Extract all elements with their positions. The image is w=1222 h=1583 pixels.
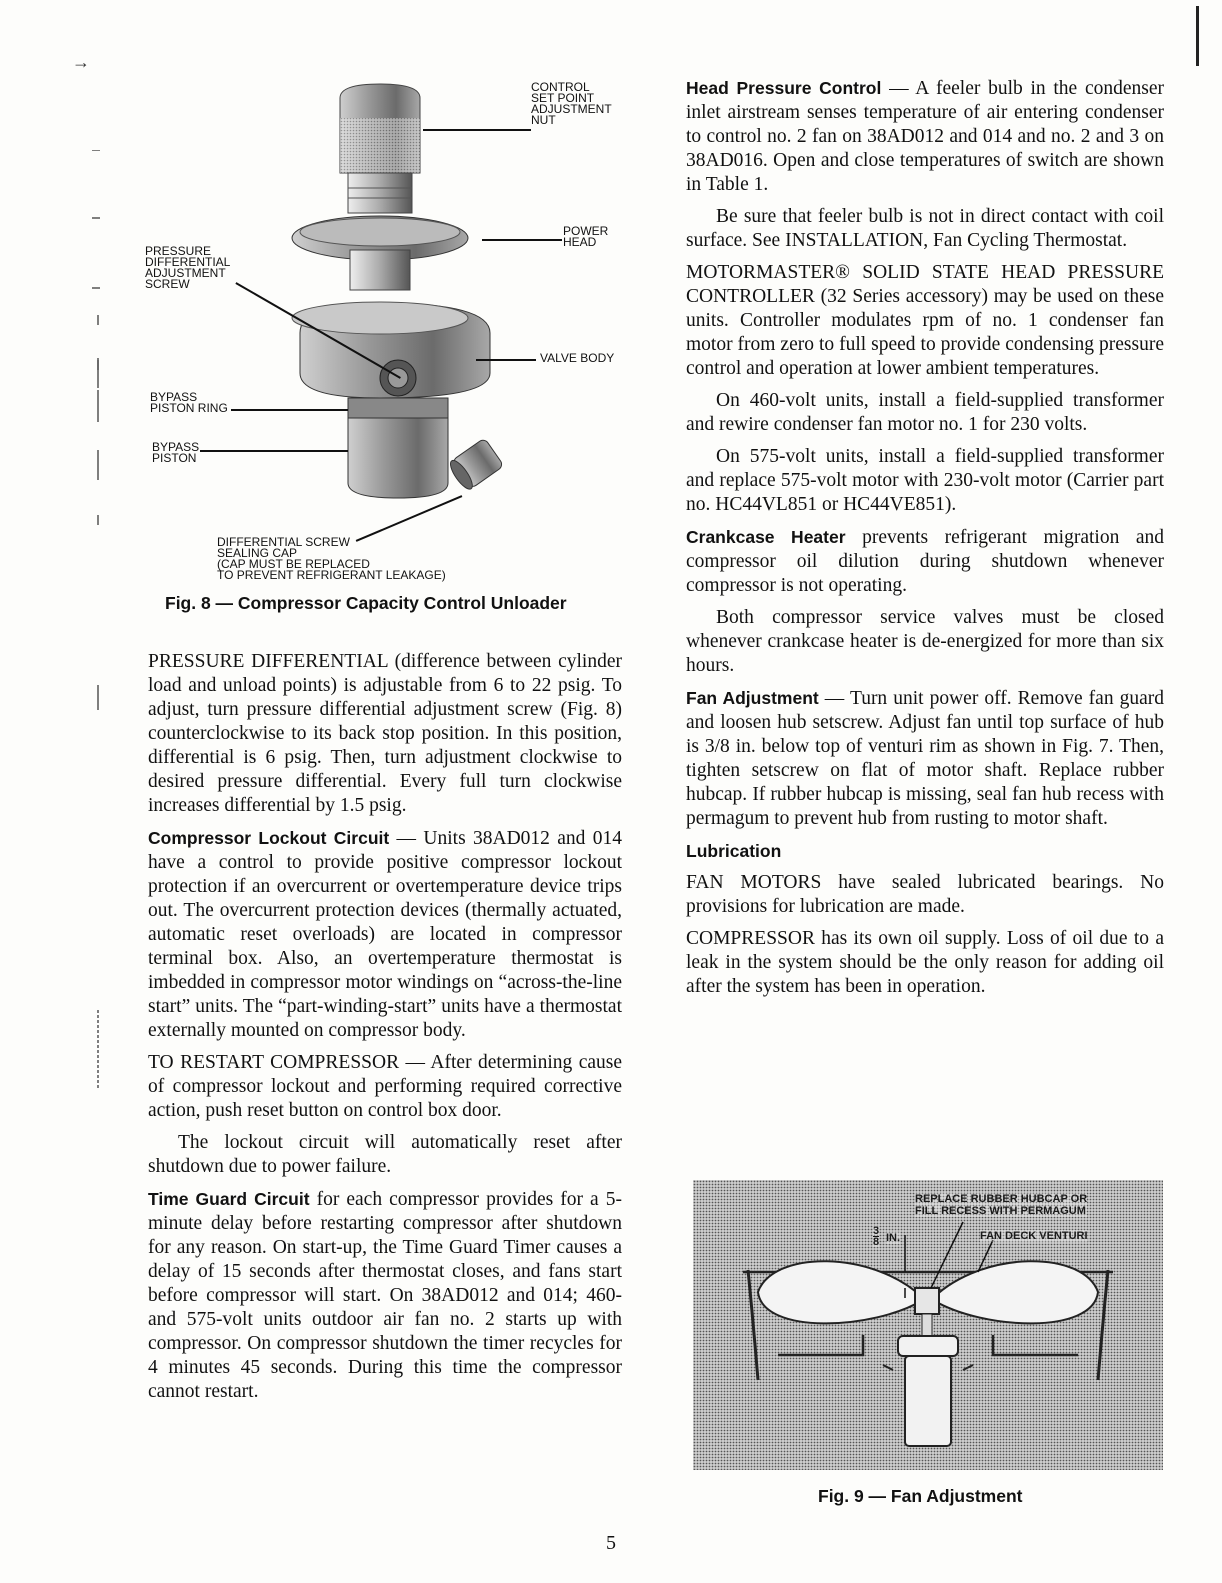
page-number: 5: [606, 1532, 616, 1554]
fan-adjustment-body: — Turn unit power off. Remove fan guard and loosen hub setscrew. Adjust fan until top surface of hub is 3/8 in. below top of venturi rim as shown in Fig. 7. Then, tighten setscrew on flat of motor shaft. Replace rubber hubcap. If rubber hubcap is missing, seal fan hub recess with permagum to prevent hub from rusting to motor shaft.: [686, 688, 1165, 829]
leader-bypass-piston: [200, 450, 348, 452]
feeler-bulb-paragraph: Be sure that feeler bulb is not in direct contact with coil surface. See INSTALLATION, Fan Cycling Thermostat.: [686, 206, 1164, 251]
fan-adjustment-illustration: [693, 1180, 1163, 1470]
timeguard-paragraph: [148, 1187, 622, 1404]
timeguard-body: for each compressor provides for a 5-minute delay before restarting compressor after shutdown for any reason. On start-up, the Time Guard Timer causes a delay of 15 seconds after thermostat closes, and fans start before compressor will start. On 38AD012 and 014; 460- and 575-volt units outdoor air fan no. 2 starts up with compressor. On compressor shutdown the timer recycles for 4 minutes 45 seconds. During this time the compressor cannot restart.: [148, 1189, 622, 1402]
volt460-paragraph: On 460-volt units, install a field-supplied transformer and rewire condenser fan motor no. 1 for 230 volts.: [686, 390, 1164, 435]
reset-paragraph: The lockout circuit will automatically reset after shutdown due to power failure.: [148, 1132, 622, 1177]
fig9-dimension-unit: IN.: [886, 1232, 901, 1244]
fan-adjustment-paragraph: [686, 686, 1164, 831]
lockout-paragraph: [148, 826, 622, 1043]
label-power-head: POWER HEAD: [563, 224, 609, 249]
crankcase-heading: Crankcase Heater: [686, 527, 846, 547]
fan-motors-paragraph: FAN MOTORS have sealed lubricated bearings. No provisions for lubrication are made.: [686, 872, 1164, 917]
head-pressure-paragraph: [686, 76, 1164, 197]
service-valves-paragraph: Both compressor service valves must be closed whenever crankcase heater is de-energized for more than six hours.: [686, 607, 1164, 676]
restart-paragraph: TO RESTART COMPRESSOR — After determining cause of compressor lockout and performing required corrective action, push reset button on control box door.: [148, 1052, 622, 1121]
label-valve-body: VALVE BODY: [540, 351, 615, 365]
leader-valve-body: [476, 359, 536, 361]
label-control-nut: CONTROL SET POINT ADJUSTMENT NUT: [531, 80, 612, 127]
figure8-caption: Fig. 8 — Compressor Capacity Control Unloader: [165, 593, 567, 613]
lockout-body: — Units 38AD012 and 014 have a control to provide positive compressor lockout protection if an overcurrent or overtemperature device trips out. The overcurrent protection devices (thermally actuated, automatic reset overloads) are located in compressor terminal box. Also, an overtemperature thermostat is imbedded in compressor motor windings on “across-the-line start” units. The “part-winding-start” units have a thermostat externally mounted on compressor body.: [148, 828, 622, 1041]
crankcase-paragraph: [686, 525, 1164, 598]
lubrication-heading: Lubrication: [686, 841, 782, 861]
fig9-venturi-label: FAN DECK VENTURI: [980, 1230, 1088, 1242]
motormaster-paragraph: MOTORMASTER® SOLID STATE HEAD PRESSURE CONTROLLER (32 Series accessory) may be used on these units. Controller modulates rpm of no. 1 condenser fan motor from zero to full speed to provide condensing pressure control and operation at lower ambient temperatures.: [686, 262, 1164, 379]
leader-control-nut: [423, 129, 531, 131]
unloader-valve-illustration: [280, 78, 520, 518]
leader-bypass-ring: [231, 409, 348, 411]
right-column: [686, 76, 1164, 1007]
left-margin-ticks: [90, 150, 104, 1150]
head-pressure-heading: Head Pressure Control: [686, 78, 882, 98]
fan-adjustment-heading: Fan Adjustment: [686, 688, 819, 708]
left-column: [148, 650, 622, 1412]
compressor-oil-paragraph: COMPRESSOR has its own oil supply. Loss of oil due to a leak in the system should be the only reason for adding oil after the system has been in operation.: [686, 928, 1164, 997]
fig9-dimension-fraction: [873, 1226, 879, 1247]
lockout-heading: Compressor Lockout Circuit: [148, 828, 390, 848]
margin-arrow: →: [72, 52, 90, 72]
pressure-differential-paragraph: PRESSURE DIFFERENTIAL (difference between cylinder load and unload points) is adjustable from 6 to 22 psig. To adjust, turn pressure differential adjustment screw (Fig. 8) counterclockwise to its back stop position. In this position, differential is 6 psig. Then, turn adjustment clockwise to desired pressure differential. Every full turn clockwise increases differential by 1.5 psig.: [148, 651, 622, 816]
leader-power-head: [482, 239, 562, 241]
label-sealing-cap: DIFFERENTIAL SCREW SEALING CAP (CAP MUST BE REPLACED TO PREVENT REFRIGERANT LEAKAGE): [217, 535, 446, 582]
volt575-paragraph: On 575-volt units, install a field-supplied transformer and replace 575-volt motor with 230-volt motor (Carrier part no. HC44VL851 or HC44VE851).: [686, 446, 1164, 515]
fig9-dim-numerator: 3: [873, 1225, 880, 1237]
fig9-dim-denominator: 8: [873, 1236, 880, 1248]
fig9-hubcap-label: REPLACE RUBBER HUBCAP OR FILL RECESS WITH PERMAGUM: [915, 1193, 1088, 1217]
head-pressure-body: — A feeler bulb in the condenser inlet airstream senses temperature of air entering condenser to control no. 2 fan on 38AD012 and 014 and no. 2 and 3 on 38AD016. Open and close temperatures of switch are shown in Table 1.: [686, 78, 1164, 195]
timeguard-heading: Time Guard Circuit: [148, 1189, 310, 1209]
figure9-caption: Fig. 9 — Fan Adjustment: [818, 1486, 1023, 1506]
label-bypass-ring: BYPASS PISTON RING: [150, 390, 228, 415]
label-pressure-screw: PRESSURE DIFFERENTIAL ADJUSTMENT SCREW: [145, 244, 231, 291]
right-edge-line: [1196, 6, 1199, 66]
label-bypass-piston: BYPASS PISTON: [152, 440, 200, 465]
crankcase-body: prevents refrigerant migration and compressor oil dilution during shutdown whenever compressor is not operating.: [686, 527, 1165, 596]
